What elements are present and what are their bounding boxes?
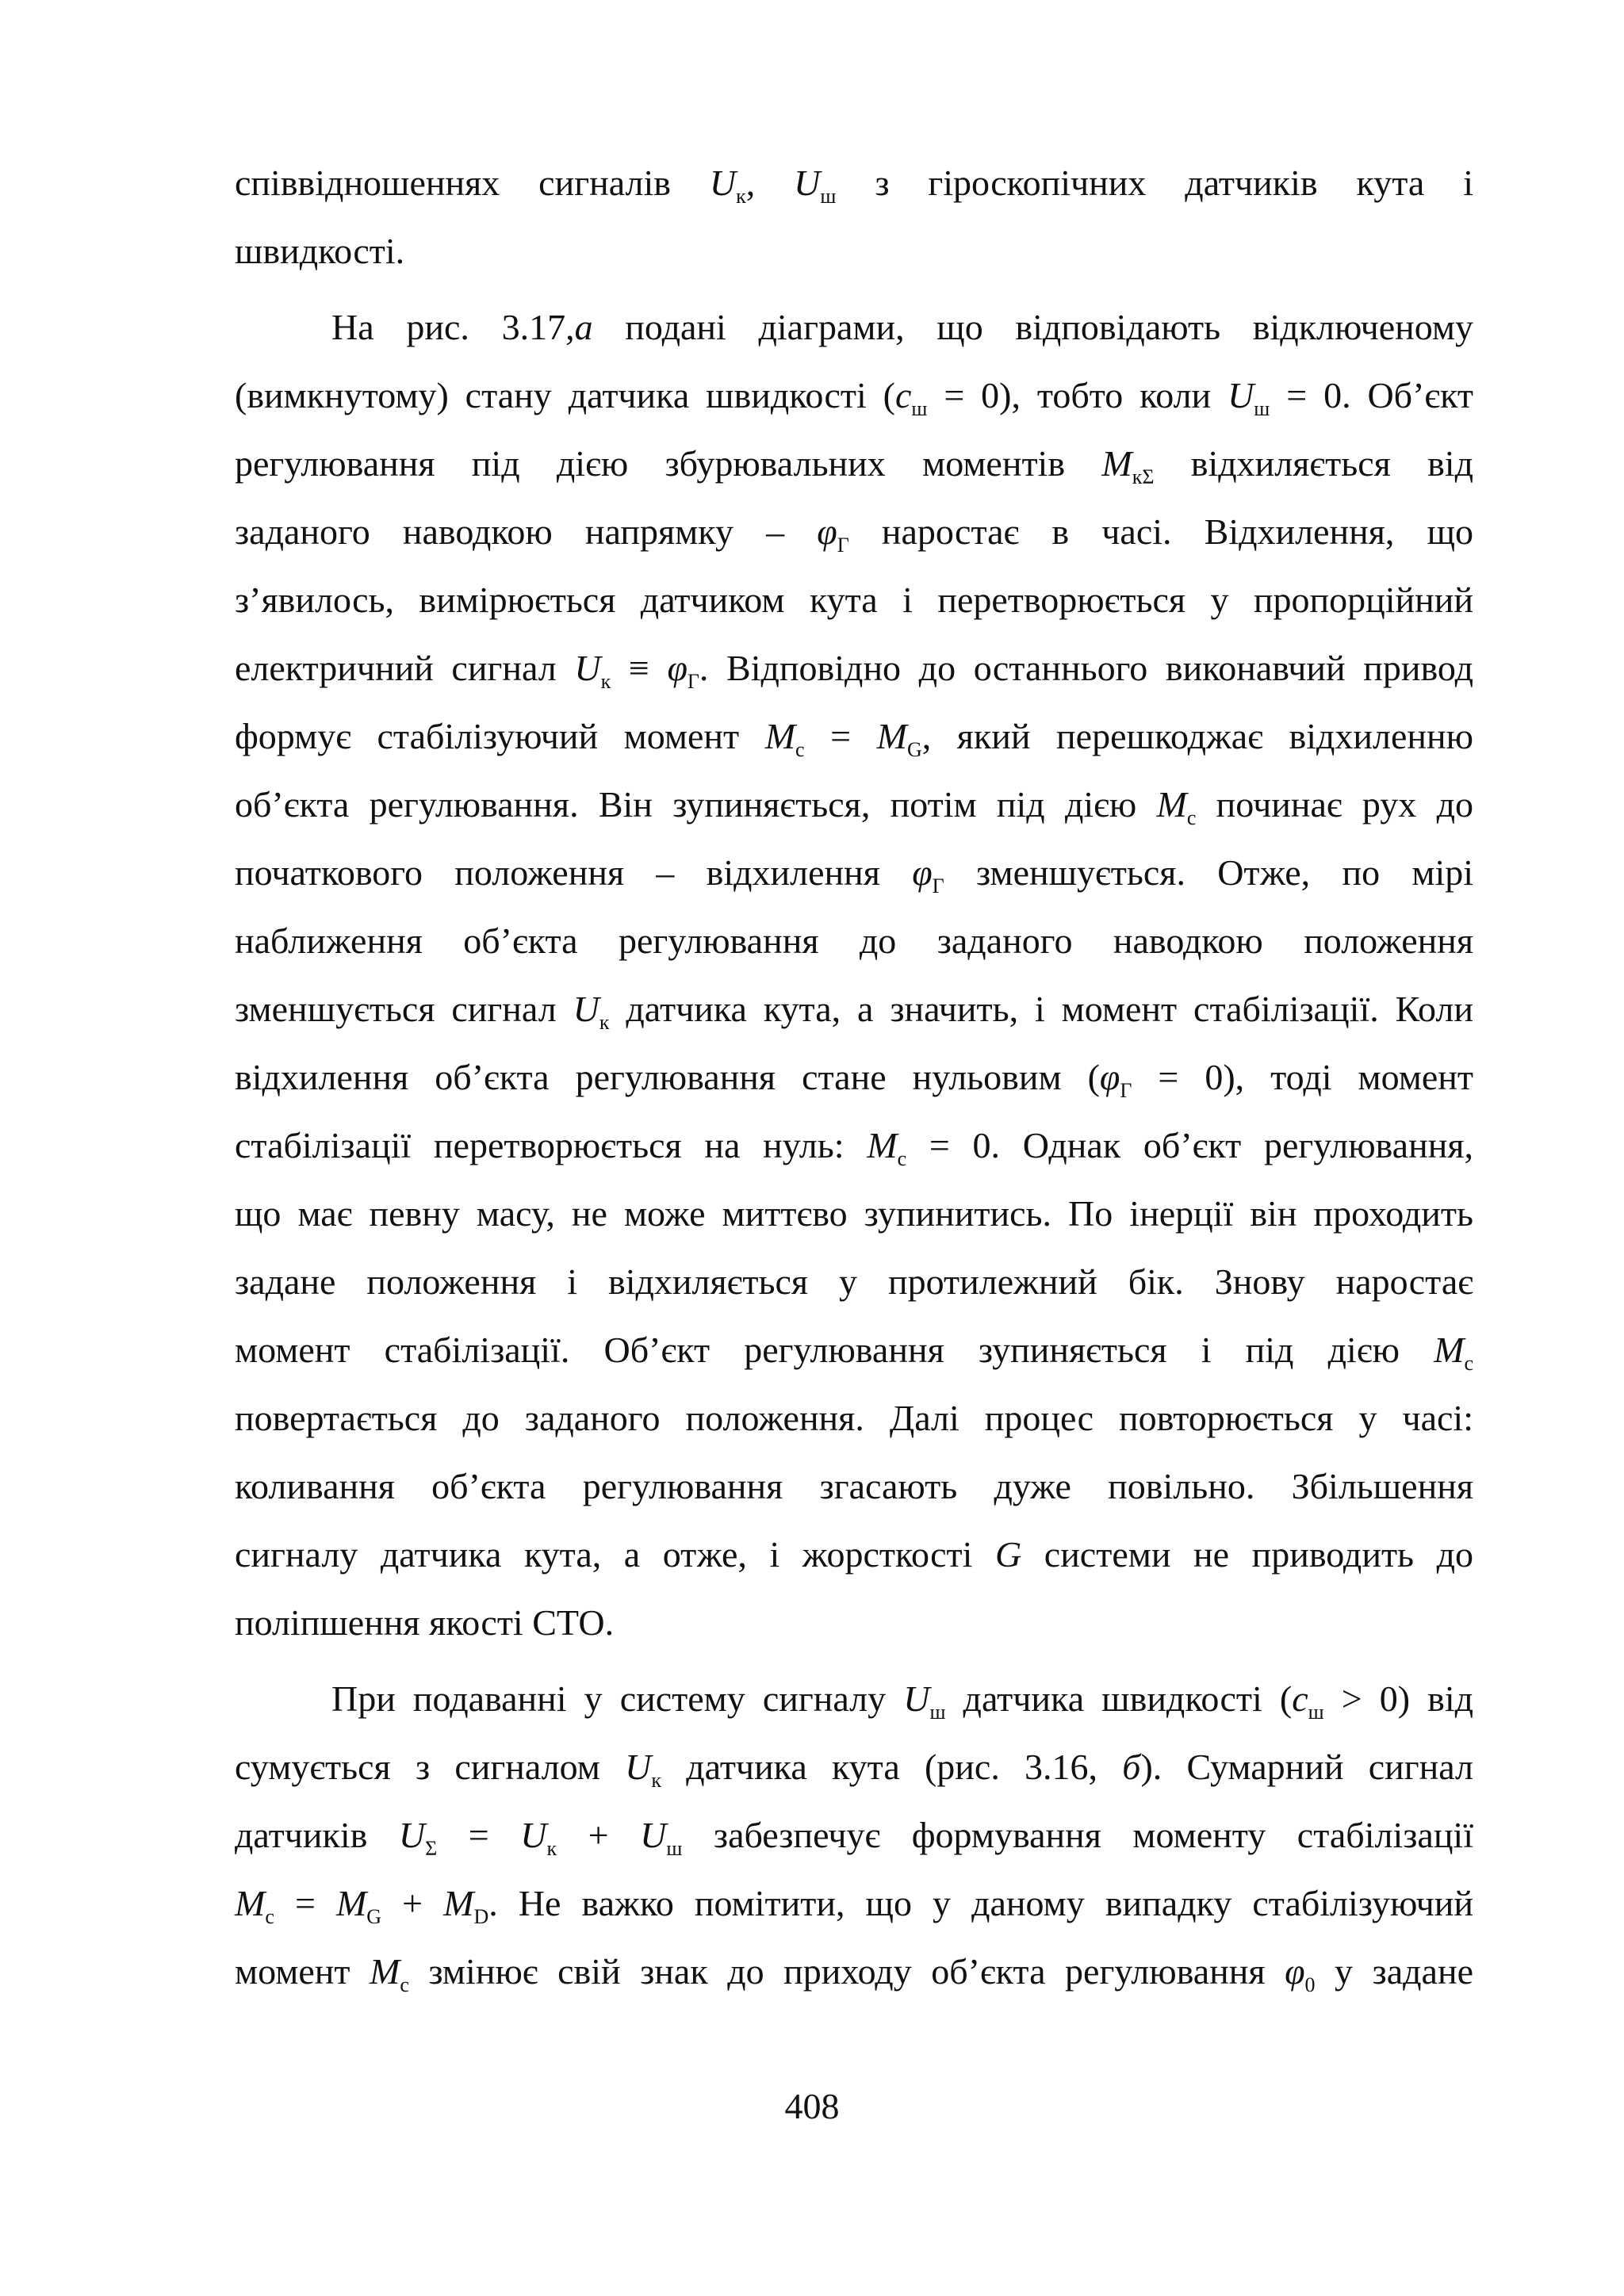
page-number: 408 (784, 2086, 840, 2126)
text-line: момент $M_с$ змінює свій знак до приходу об’єкта регулювання $\varphi_0$ у задане (235, 1951, 1474, 1996)
text-line: При подаванні у систему сигналу $U_ш$ датчика швидкості $(c_ш > 0)$ від (331, 1678, 1474, 1724)
text-line: сумується з сигналом $U_к$ датчика кута (рис. 3.16, б). Сумарний сигнал (235, 1747, 1473, 1792)
text-line: На рис. 3.17,а подані діаграми, що відповідають відключеному (331, 307, 1474, 347)
text-line: початкового положення – відхилення $\varphi_Г$ зменшується. Отже, по мірі (235, 852, 1474, 897)
text-line: заданого наводкою напрямку – $\varphi_Г$ наростає в часі. Відхилення, що (235, 511, 1473, 557)
text-line: датчиків $U_\Sigma = U_к + U_ш$ забезпечує формування моменту стабілізації (235, 1815, 1473, 1860)
text-line: швидкості. (235, 231, 405, 271)
text-line: електричний сигнал $U_к \equiv \varphi_Г$. Відповідно до останнього виконавчий привод (235, 648, 1473, 693)
text-line: поліпшення якості СТО. (235, 1602, 615, 1643)
text-line: що має певну масу, не може миттєво зупинитись. По інерції він проходить (235, 1193, 1473, 1234)
text-line: регулювання під дією збурювальних моментів $M_{к\Sigma}$ відхиляється від (235, 443, 1473, 488)
text-line: зменшується сигнал $U_к$ датчика кута, а значить, і момент стабілізації. Коли (235, 989, 1474, 1034)
text-line: сигналу датчика кута, а отже, і жорсткості G системи не приводить до (235, 1534, 1473, 1575)
text-line: наближення об’єкта регулювання до заданого наводкою положення (235, 920, 1473, 961)
text-line: задане положення і відхиляється у протилежний бік. Знову наростає (235, 1261, 1473, 1302)
text-line: (вимкнутому) стану датчика швидкості $(c_ш = 0)$, тобто коли $U_ш = 0$. Об’єкт (235, 375, 1473, 420)
text-line: коливання об’єкта регулювання згасають дуже повільно. Збільшення (235, 1466, 1473, 1506)
text-line: повертається до заданого положення. Далі процес повторюється у часі: (235, 1398, 1473, 1438)
text-line: співвідношеннях сигналів $U_к$, $U_ш$ з гіроскопічних датчиків кута і (235, 163, 1473, 208)
text-line: момент стабілізації. Об’єкт регулювання зупиняється і під дією $M_с$ (235, 1330, 1473, 1375)
text-line: стабілізації перетворюється на нуль: $M_с = 0$. Однак об’єкт регулювання, (235, 1125, 1473, 1170)
text-line: відхилення об’єкта регулювання стане нульовим $(\varphi_Г = 0)$, тоді момент (235, 1057, 1473, 1102)
text-line: об’єкта регулювання. Він зупиняється, потім під дією $M_с$ починає рух до (235, 784, 1473, 829)
text-line: $M_с = M_G + M_D$. Не важко помітити, що у даному випадку стабілізуючий (235, 1883, 1473, 1928)
body-text (235, 149, 1473, 2006)
text-line: з’явилось, вимірюється датчиком кута і перетворюється у пропорційний (235, 580, 1473, 620)
text-line: формує стабілізуючий момент $M_с = M_G$, який перешкоджає відхиленню (235, 716, 1473, 761)
